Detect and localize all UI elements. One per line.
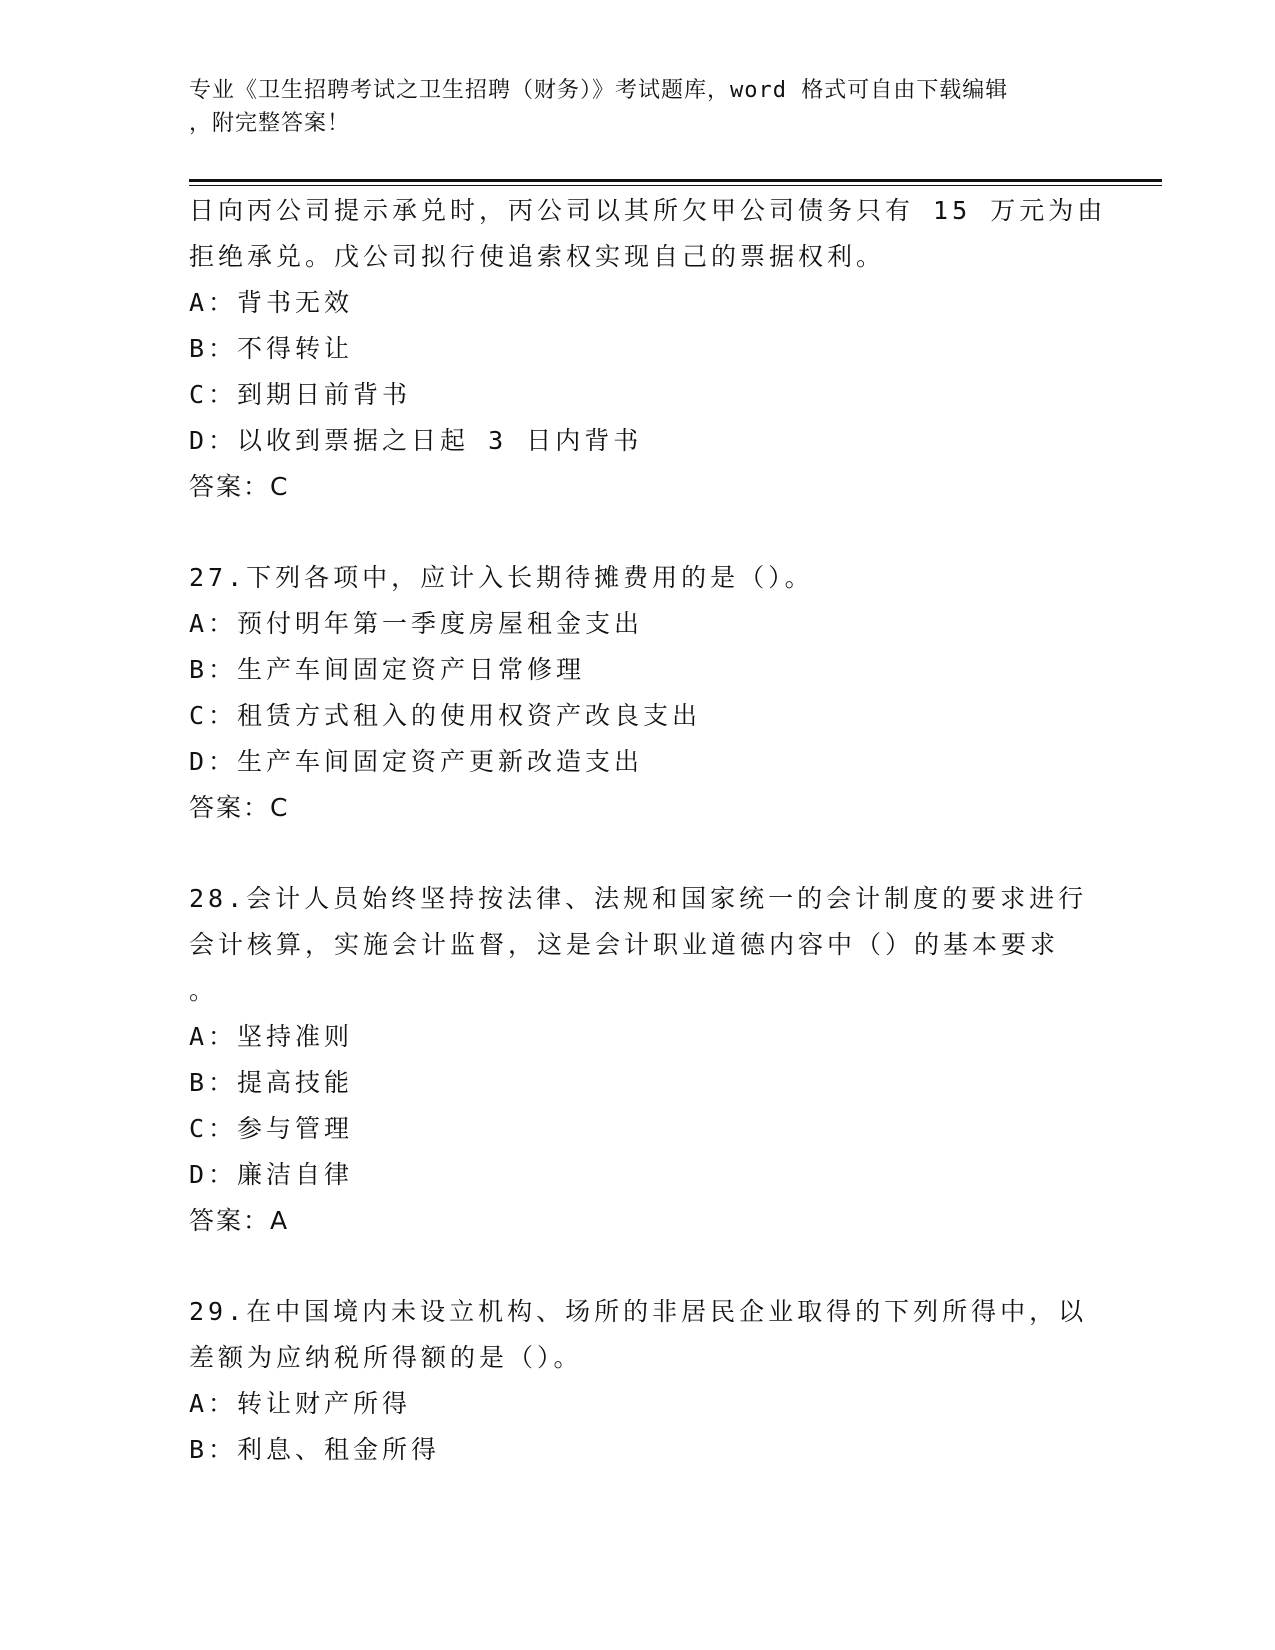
option-c: C：参与管理: [189, 1114, 354, 1143]
option-a: A：转让财产所得: [189, 1389, 412, 1418]
question-list: [189, 188, 1107, 1473]
question-stem-line: 会计核算，实施会计监督，这是会计职业道德内容中（）的基本要求: [189, 930, 1060, 959]
option-d: D：以收到票据之日起 3 日内背书: [189, 426, 643, 455]
question-stem-line: 27.下列各项中，应计入长期待摊费用的是（）。: [189, 563, 814, 592]
question-stem-line: 29.在中国境内未设立机构、场所的非居民企业取得的下列所得中，以: [189, 1297, 1088, 1326]
answer-line: 答案：A: [189, 1206, 290, 1235]
header-line-2: ，附完整答案！: [189, 111, 351, 136]
option-c: C：到期日前背书: [189, 380, 412, 409]
header-line-1: 专业《卫生招聘考试之卫生招聘（财务）》考试题库，word 格式可自由下载编辑: [189, 78, 1009, 103]
question-stem-line: 28.会计人员始终坚持按法律、法规和国家统一的会计制度的要求进行: [189, 884, 1088, 913]
option-d: D：廉洁自律: [189, 1160, 354, 1189]
option-c: C：租赁方式租入的使用权资产改良支出: [189, 701, 702, 730]
question-stem-line: 。: [189, 976, 219, 1005]
question-stem-line: 日向丙公司提示承兑时，丙公司以其所欠甲公司债务只有 15 万元为由: [189, 196, 1107, 225]
question-26: [189, 188, 1107, 510]
question-stem-line: 拒绝承兑。戊公司拟行使追索权实现自己的票据权利。: [189, 242, 886, 271]
question-27: [189, 555, 1089, 831]
option-a: A：坚持准则: [189, 1022, 354, 1051]
answer-line: 答案：C: [189, 793, 290, 822]
question-28: [189, 876, 1089, 1244]
answer-line: 答案：C: [189, 472, 290, 501]
header-rule-thin: [189, 185, 1162, 186]
option-b: B：生产车间固定资产日常修理: [189, 655, 586, 684]
option-b: B：提高技能: [189, 1068, 354, 1097]
header-rule-thick: [189, 179, 1162, 182]
option-b: B：利息、租金所得: [189, 1435, 441, 1464]
option-d: D：生产车间固定资产更新改造支出: [189, 747, 644, 776]
question-stem-line: 差额为应纳税所得额的是（）。: [189, 1343, 583, 1372]
option-b: B：不得转让: [189, 334, 354, 363]
question-29: [189, 1289, 1089, 1473]
option-a: A：预付明年第一季度房屋租金支出: [189, 609, 644, 638]
document-header: [189, 74, 1089, 140]
option-a: A：背书无效: [189, 288, 354, 317]
